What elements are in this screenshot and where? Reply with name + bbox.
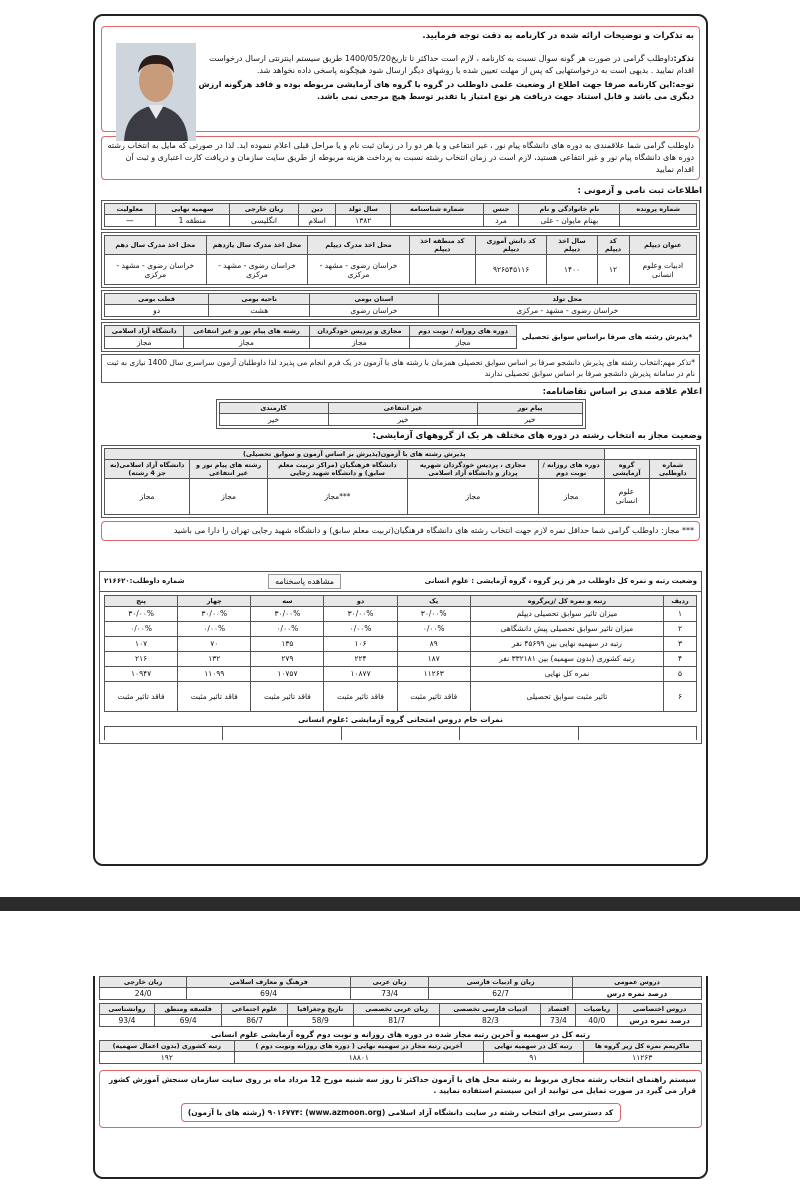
status-title: وضعیت مجاز به انتخاب رشته در دوره های مختلف هر یک از گروههای آزمایشی:: [372, 430, 702, 441]
reg-table-2: عنوان دیپلم کد دیپلم سال اخذ دیپلم کد دانش آموزی دیپلم کد منطقه اخذ دیپلم محل اخذ مدرک دیپلم محل اخذ مدرک سال یازدهم محل اخذ مدرک سال دهم ادبیات وعلوم انسانی ۱۲ ۱۴۰۰ ۹۲۶۵۴۵۱۱۶ خراسان رضوی - مشهد - مرکزی خراسان رضوی - مشهد - مرکزی خراسان رضوی - مشهد - مرکزی: [104, 235, 697, 285]
candidate-photo: [116, 43, 196, 141]
last-rank-table: ماکزیمم نمره کل زیر گروه ها رتبه کل در سهمیه نهایی آخرین رتبه مجاز در سهمیه نهایی ( دوره های روزانه ونوبت دوم ) رتبه کشوری (بدون اعمال سهمیه) ۱۱۲۶۳ ۹۱ ۱۸۸۰۱ ۱۹۲: [99, 1040, 702, 1064]
interest-block: [216, 399, 586, 429]
rank-block: [99, 571, 702, 745]
candidate-number: شماره داوطلب:۲۱۶۶۲۰: [104, 577, 185, 585]
header-title: به تذکرات و توضیحات ارائه شده در کارنامه به دقت توجه فرمایید.: [422, 31, 694, 41]
interest-title: اعلام علاقه مندی بر اساس تقاضانامه:: [542, 386, 702, 397]
rank-header: [100, 572, 701, 592]
table-row: ۱ میزان تاثیر سوابق تحصیلی دیپلم ۳۰/۰۰% ۳۰/۰۰% ۳۰/۰۰% ۳۰/۰۰% ۳۰/۰۰%: [105, 606, 697, 621]
interest-table: پیام نور غیر انتفاعی کارمندی خیر خیر خیر: [219, 402, 583, 426]
reg-table-3: محل تولد استان بومی ناحیه بومی قطب بومی خراسان رضوی - مشهد - مرکزی خراسان رضوی هشت دو: [104, 293, 697, 317]
table-row: ۶ تاثیر مثبت سوابق تحصیلی فاقد تاثیر مثبت فاقد تاثیر مثبت فاقد تاثیر مثبت فاقد تاثیر مثبت فاقد تاثیر مثبت: [105, 681, 697, 711]
raw-scores-table-stub: [104, 726, 697, 741]
reg-block-3: [101, 290, 700, 320]
header-note-2: توجه:این کارنامه صرفا جهت اطلاع از وضعیت علمی داوطلب در گروه یا گروه های آزمایشی مربوطه بوده و فاقد هرگونه ارزش دیگری می باشد و قابل استناد جهت دریافت هر نوع امتیاز یا تقدیر توسط هیچ مرجعی نمی باشد.: [198, 79, 694, 101]
reg-table-4: دوره های روزانه / نوبت دوم مجازی و پردیس خودگردان رشته های پیام نور و غیر انتفاعی دانشگاه آزاد اسلامی مجاز مجاز مجاز مجاز: [104, 325, 517, 349]
status-note: *** مجاز: داوطلب گرامی شما حداقل نمره لازم جهت انتخاب رشته های دانشگاه فرهنگیان(تربیت معلم سابق) و دانشگاه شهید رجایی تهران را دارا می باشید: [101, 521, 700, 541]
table-row: ۳ رتبه در سهمیه نهایی بین ۴۵۶۹۹ نفر ۸۹ ۱۰۶ ۱۳۵ ۷۰ ۱۰۷: [105, 636, 697, 651]
table-row: ۲ میزان تاثیر سوابق تحصیلی پیش دانشگاهی ۰/۰۰% ۰/۰۰% ۰/۰۰% ۰/۰۰% ۰/۰۰%: [105, 621, 697, 636]
page-separator: [0, 897, 800, 911]
admit-label: *پذیرش رشته های صرفا براساس سوابق تحصیلی: [521, 333, 693, 341]
reg-title: اطلاعات ثبت نامی و آزمونی :: [577, 186, 702, 196]
payment-notice: داوطلب گرامی شما علاقمندی به دوره های دانشگاه پیام نور ، غیر انتفاعی و یا هر دو را در زمان ثبت نام و یا مراحل قبلی اعلام ننموده اید. لذا در صورتی که مایل به انتخاب رشته دوره های دانشگاه پیام نور و غیر انتفاعی هستید، لازم است در زمان انتخاب رشته نسبت به پرداخت هزینه مربوطه از طریق سایت سازمان و دریافت کارت اعتباری و ثبت آن اقدام نمایید: [101, 136, 700, 180]
reg-block-1: [101, 200, 700, 230]
report-card-page-1: [93, 14, 708, 866]
special-scores-table: دروس اختصاصی ریاضیات اقتصاد ادبیات فارسی تخصصی زبان عربی تخصصی تاریخ وجغرافیا علوم اجتماعی فلسفه ومنطق روانشناسی درصد نمره درس 40/0 73/4 82/3 81/7 58/9 86/7 69/4 93/4: [99, 1003, 702, 1027]
reg-block-2: [101, 232, 700, 288]
rank-table: ردیف رتبه و نمره کل /زیرگروه یک دو سه چهار پنج ۱ میزان تاثیر سوابق تحصیلی دیپلم ۳۰/۰۰% ۳۰/۰۰% ۳۰/۰۰% ۳۰/۰۰% ۳۰/۰۰% ۲ میزان تاثیر سوابق تحصیلی پیش دانشگاهی ۰/۰۰% ۰/۰۰% ۰/۰۰% ۰/۰۰% ۰/۰۰% ۳ رتبه در سهمیه نهایی بین ۴۵۶۹۹ نفر ۸۹ ۱۰۶ ۱۳۵ ۷۰ ۱۰۷ ۴ رتبه کشوری (بدون سهمیه) بین ۳۳۲۱۸۱ نفر ۱۸۷ ۲۲۴ ۲۷۹ ۱۳۲ ۲۱۶ ۵ نمره کل نهایی ۱۱۲۶۳ ۱۰۸۷۷ ۱۰۷۵۷ ۱۱۰۹۹ ۱۰۹۴۷ ۶ تاثیر مثبت سوابق تحصیلی فاقد تاثیر مثبت فاقد تاثیر مثبت فاقد تاثیر مثبت فاقد تاثیر مثبت فاقد تاثیر مثبت: [104, 595, 697, 712]
rank-title: وضعیت رتبه و نمره کل داوطلب در هر زیر گروه ، گروه آزمایشی : علوم انسانی: [424, 577, 697, 585]
view-answersheet-button[interactable]: مشاهده پاسخنامه: [268, 574, 341, 589]
general-scores-table: دروس عمومی زبان و ادبیات فارسی زبان عربی فرهنگ و معارف اسلامی زبان خارجی درصد نمره درس 62/7 73/4 69/4 24/0: [99, 976, 702, 1000]
azad-code: کد دسترسی برای انتخاب رشته در سایت دانشگاه آزاد اسلامی (www.azmoon.org) :۹۰۱۶۷۷۴ (رشته های با آزمون): [181, 1103, 621, 1122]
reg-table-1: شماره پرونده نام خانوادگی و نام جنس شماره شناسنامه سال تولد دین زبان خارجی سهمیه نهایی معلولیت بهنام مایوان - علی مرد ۱۳۸۲ اسلام انگلیسی منطقه 1 —: [104, 203, 697, 227]
header-note-1: تذکر:داوطلب گرامی در صورت هر گونه سوال نسبت به کارنامه ، لازم است حداکثر تا تاریخ1400/05/20 طریق سیستم اینترنتی ارسال درخواست اقدام نمایید . بدیهی است به درخواستهایی که پس از مهلت تعیین شده یا روشهای دیگر ارسال شود هیچگونه پاسخی داده نخواهد شد.: [209, 53, 694, 75]
reg-block-4: [101, 322, 700, 352]
header-notes: [101, 26, 700, 132]
table-row: ۴ رتبه کشوری (بدون سهمیه) بین ۳۳۲۱۸۱ نفر ۱۸۷ ۲۲۴ ۲۷۹ ۱۳۲ ۲۱۶: [105, 651, 697, 666]
raw-scores-title: نمرات خام دروس امتحانی گروه آزمایشی :علوم انسانی: [298, 714, 503, 724]
important-note: *تذکر مهم:انتخاب رشته های پذیرش دانشجو صرفا بر اساس سوابق تحصیلی همزمان با رشته های با آزمون در یک فرم انجام می پذیرد لذا داوطلبان آزمون سراسری سال 1400 نیازی به ثبت نام در سامانه پذیرش دانشجو صرفا بر اساس سوابق تحصیلی ندارند: [101, 354, 700, 383]
guide-notice: سیستم راهنمای انتخاب رشته مجازی مربوط به رشته محل های با آزمون حداکثر تا روز سه شنبه مورخ 12 مرداد ماه بر روی سایت سازمان سنجش آموزش کشور قرار می گیرد در صورت تمایل می توانید از این سیستم استفاده نمایید . کد دسترسی برای انتخاب رشته در سایت دانشگاه آزاد اسلامی (www.azmoon.org) :۹۰۱۶۷۷۴ (رشته های با آزمون): [99, 1070, 702, 1128]
table-row: ۵ نمره کل نهایی ۱۱۲۶۳ ۱۰۸۷۷ ۱۰۷۵۷ ۱۱۰۹۹ ۱۰۹۴۷: [105, 666, 697, 681]
report-card-page-2: [93, 976, 708, 1179]
status-block: [101, 445, 700, 518]
status-table: پذیرش رشته های با آزمون(پذیرش بر اساس آزمون و سوابق تحصیلی) شماره داوطلبی گروه آزمایشی دوره های روزانه / نوبت دوم مجازی ، پردیس خودگردان شهریه پرداز و دانشگاه آزاد اسلامی دانشگاه فرهنگیان (مراکز تربیت معلم سابق) و دانشگاه شهید رجایی رشته های پیام نور و غیر انتفاعی دانشگاه آزاد اسلامی(به جز 4 رشته) علوم انسانی مجاز مجاز ***مجاز مجاز مجاز: [104, 448, 697, 515]
last-rank-title: رتبه کل در سهمیه و آخرین رتبه مجاز شده در دوره های روزانه و نوبت دوم گروه آزمایشی علوم انسانی: [210, 1030, 591, 1039]
